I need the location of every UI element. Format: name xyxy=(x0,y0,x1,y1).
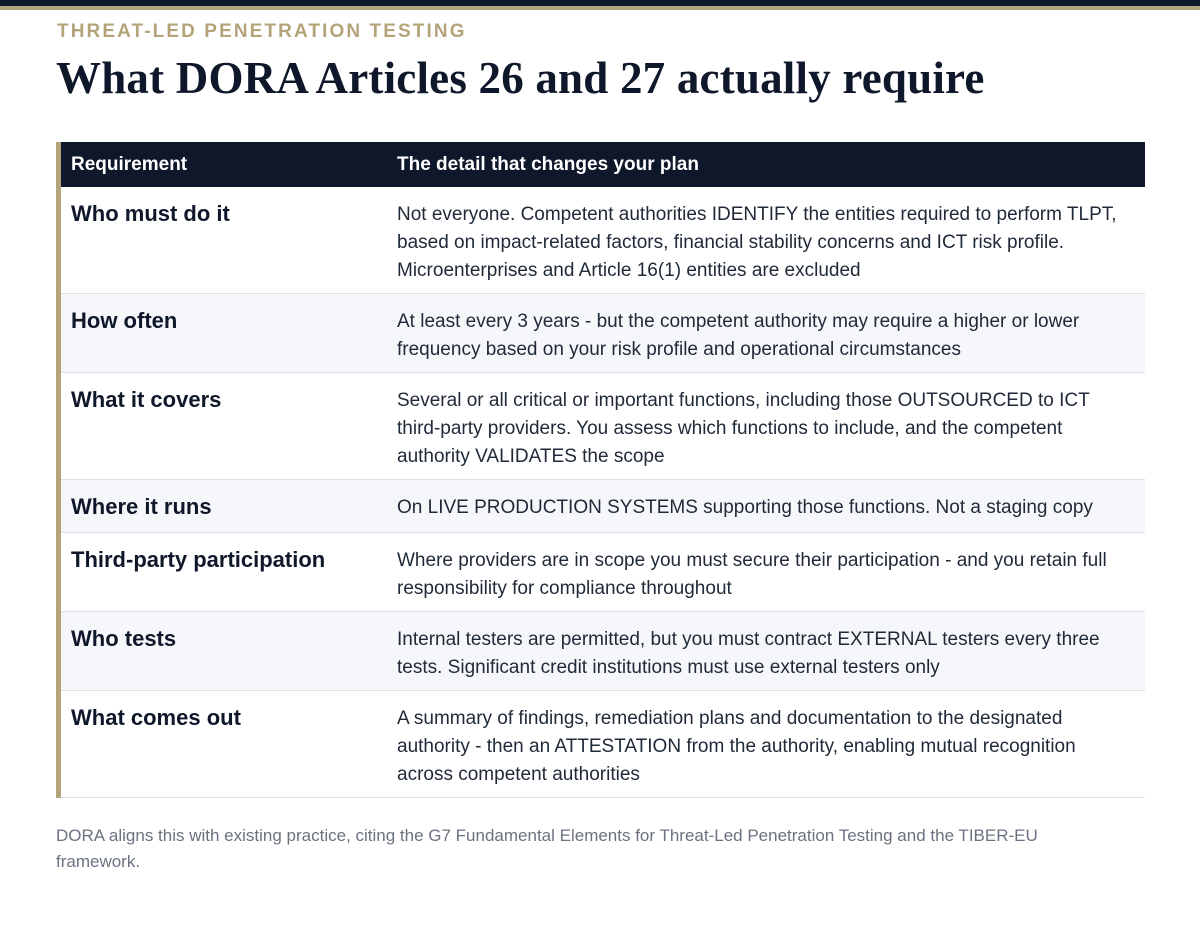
eyebrow-label: THREAT-LED PENETRATION TESTING xyxy=(57,21,467,42)
top-accent-bar xyxy=(0,0,1200,10)
requirement-cell: What it covers xyxy=(61,373,387,480)
detail-cell: Not everyone. Competent authorities IDENTIFY the entities required to perform TLPT, based on impact-related factors, financial stability concerns and ICT risk profile. Microenterprises and Article 16(1) entities are excluded xyxy=(387,187,1145,294)
detail-cell: Where providers are in scope you must secure their participation - and you retain full responsibility for compliance throughout xyxy=(387,533,1145,612)
column-header-detail: The detail that changes your plan xyxy=(387,142,1145,187)
table-row xyxy=(61,612,1145,691)
detail-cell: A summary of findings, remediation plans and documentation to the designated authority - then an ATTESTATION from the authority, enabling mutual recognition across competent authorities xyxy=(387,691,1145,798)
detail-cell: At least every 3 years - but the competent authority may require a higher or lower frequency based on your risk profile and operational circumstances xyxy=(387,294,1145,373)
detail-cell: Internal testers are permitted, but you must contract EXTERNAL testers every three tests. Significant credit institutions must use external testers only xyxy=(387,612,1145,691)
requirement-cell: Where it runs xyxy=(61,480,387,533)
page-title: What DORA Articles 26 and 27 actually require xyxy=(56,53,985,103)
table-row xyxy=(61,480,1145,533)
requirements-table xyxy=(61,142,1145,798)
column-header-requirement: Requirement xyxy=(61,142,387,187)
table-row xyxy=(61,187,1145,294)
detail-cell: Several or all critical or important functions, including those OUTSOURCED to ICT third-party providers. You assess which functions to include, and the competent authority VALIDATES the scope xyxy=(387,373,1145,480)
footnote: DORA aligns this with existing practice, citing the G7 Fundamental Elements for Threat-Led Penetration Testing and the TIBER-EU framework. xyxy=(56,826,1038,871)
table-row xyxy=(61,533,1145,612)
requirement-cell: What comes out xyxy=(61,691,387,798)
table-row xyxy=(61,373,1145,480)
table-row xyxy=(61,294,1145,373)
requirement-cell: Who must do it xyxy=(61,187,387,294)
requirement-cell: Third-party participation xyxy=(61,533,387,612)
requirements-table-container xyxy=(56,142,1150,798)
requirement-cell: Who tests xyxy=(61,612,387,691)
table-header-row xyxy=(61,142,1145,187)
requirement-cell: How often xyxy=(61,294,387,373)
table-row xyxy=(61,691,1145,798)
detail-cell: On LIVE PRODUCTION SYSTEMS supporting those functions. Not a staging copy xyxy=(387,480,1145,533)
